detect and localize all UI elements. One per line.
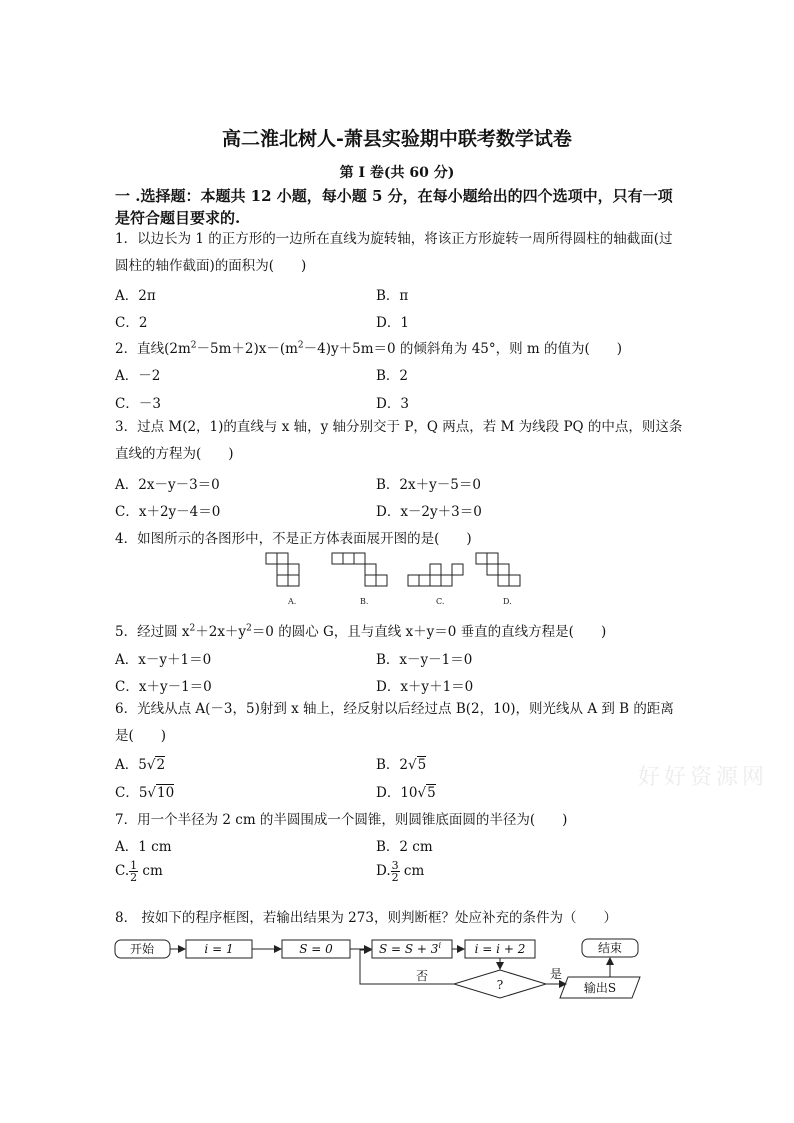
section-heading: 一 .选择题：本题共 12 小题，每小题 5 分，在每小题给出的四个选项中，只有一项是符合题目要求的. — [115, 187, 673, 227]
q3-option-d: D．x－2y＋3＝0 — [376, 504, 482, 520]
q1-option-b: B．π — [376, 288, 409, 304]
q3-option-a: A．2x－y－3＝0 — [115, 477, 220, 493]
cube-net-label-c: C. — [436, 597, 445, 606]
flow-update-i-label: i = i + 2 — [474, 942, 526, 956]
q5-option-a: A．x－y＋1＝0 — [115, 652, 212, 668]
q2-option-d: D．3 — [376, 396, 409, 412]
question-1-text: 1．以边长为 1 的正方形的一边所在直线为旋转轴，将该正方形旋转一周所得圆柱的轴截面(过圆柱的轴作截面)的面积为( ) — [115, 231, 673, 274]
flow-update-s-label: $S = S + 3^i$ — [378, 941, 442, 956]
q6-option-a: A．5√2 — [115, 757, 166, 773]
q2-option-b: B．2 — [376, 368, 409, 384]
flow-no-label: 否 — [415, 969, 429, 983]
flow-output-label: 输出S — [583, 981, 617, 995]
q6-option-c: C．5√10 — [115, 785, 175, 801]
q2-option-a: A．－2 — [115, 368, 161, 384]
flow-yes-label: 是 — [549, 967, 563, 981]
cube-net-label-a: A. — [288, 597, 297, 606]
flow-start-label: 开始 — [129, 942, 155, 956]
cube-nets-figure — [262, 550, 552, 610]
flow-init-s-label: S = 0 — [299, 942, 333, 956]
q5-option-b: B．x－y－1＝0 — [376, 652, 473, 668]
flow-end-label: 结束 — [597, 941, 623, 955]
cube-net-c — [408, 564, 463, 586]
flow-decision-label: ? — [496, 978, 504, 992]
q1-option-c: C．2 — [115, 315, 148, 331]
q3-option-b: B．2x＋y－5＝0 — [376, 477, 481, 493]
exam-title: 高二淮北树人-萧县实验期中联考数学试卷 — [222, 128, 572, 150]
q7-option-b: B．2 cm — [376, 839, 433, 855]
q1-option-d: D．1 — [376, 315, 409, 331]
question-6-text: 6．光线从点 A(－3，5)射到 x 轴上，经反射以后经过点 B(2，10)，则光线从 A 到 B 的距离是( ) — [115, 701, 674, 744]
cube-net-label-b: B. — [360, 597, 369, 606]
flowchart — [110, 930, 670, 1000]
cube-net-a — [266, 553, 299, 586]
question-7-text: 7．用一个半径为 2 cm 的半圆围成一个圆锥，则圆锥底面圆的半径为( ) — [115, 812, 568, 828]
q5-option-c: C．x＋y－1＝0 — [115, 679, 212, 695]
question-3-text: 3．过点 M(2，1)的直线与 x 轴，y 轴分别交于 P，Q 两点，若 M 为线段 PQ 的中点，则这条直线的方程为( ) — [115, 419, 683, 462]
cube-net-label-d: D. — [503, 597, 512, 606]
q2-option-c: C．－3 — [115, 396, 161, 412]
question-5-text: 5．经过圆 $x^2+2x+y^2=0$ 的圆心 G，且与直线 x＋y＝0 垂直的直线方程是( ) — [115, 623, 607, 640]
q6-option-d: D．10√5 — [376, 785, 436, 801]
q7-option-d: D. $\frac{3}{2}$ cm — [376, 859, 425, 884]
question-2-text: 2．直线$(2m^2-5m+2)x-(m^2-4)y+5m=0$ 的倾斜角为 45°，则 m 的值为( ) — [115, 340, 623, 357]
q1-option-a: A．2π — [115, 288, 156, 304]
flow-init-i-label: i = 1 — [204, 942, 234, 956]
cube-net-d — [476, 553, 520, 586]
q5-option-d: D．x＋y＋1＝0 — [376, 679, 474, 695]
question-8-text: 8． 按如下的程序框图，若输出结果为 273，则判断框？处应补充的条件为（ ） — [115, 910, 617, 926]
q6-option-b: B．2√5 — [376, 757, 427, 773]
q3-option-c: C．x＋2y－4＝0 — [115, 504, 221, 520]
watermark: 好好资源网 — [637, 765, 768, 790]
question-4-text: 4．如图所示的各图形中，不是正方体表面展开图的是( ) — [115, 531, 472, 547]
q7-option-c: C. $\frac{1}{2}$ cm — [115, 859, 163, 884]
cube-net-b — [332, 553, 387, 586]
q7-option-a: A．1 cm — [115, 839, 172, 855]
part-subtitle: 第 I 卷(共 60 分) — [339, 165, 455, 181]
